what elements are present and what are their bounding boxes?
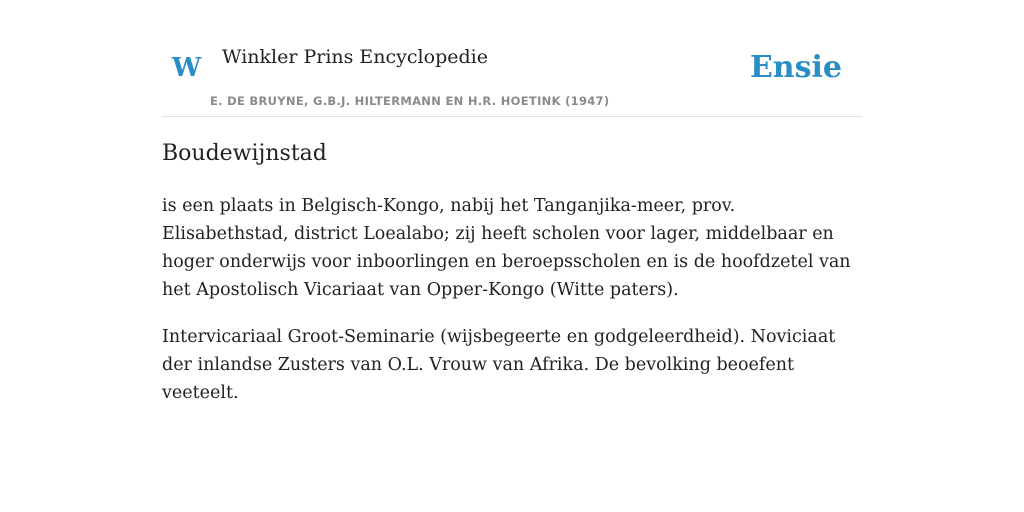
entry-paragraph: is een plaats in Belgisch-Kongo, nabij het Tanganjika-meer, prov. Elisabethstad, district Loealabo; zij heeft scholen voor lager, middelbaar en hoger onderwijs voor inboorlingen en beroepsscholen en is de hoofdzetel van het Apostolisch Vicariaat van Opper-Kongo (Witte paters).: [162, 196, 851, 300]
source-authors: E. DE BRUYNE, G.B.J. HILTERMANN EN H.R. HOETINK (1947): [210, 94, 610, 108]
source-logo-icon[interactable]: W: [172, 53, 202, 83]
source-header: [162, 36, 862, 117]
entry-paragraph: Intervicariaal Groot-Seminarie (wijsbegeerte en godgeleerdheid). Noviciaat der inlandse Zusters van O.L. Vrouw van Afrika. De bevolking beoefent veeteelt.: [162, 327, 836, 403]
entry-title: Boudewijnstad: [162, 141, 327, 166]
ensie-logo-link[interactable]: Ensie: [749, 50, 842, 85]
source-title-link[interactable]: Winkler Prins Encyclopedie: [222, 46, 488, 68]
entry-content: [162, 138, 862, 426]
